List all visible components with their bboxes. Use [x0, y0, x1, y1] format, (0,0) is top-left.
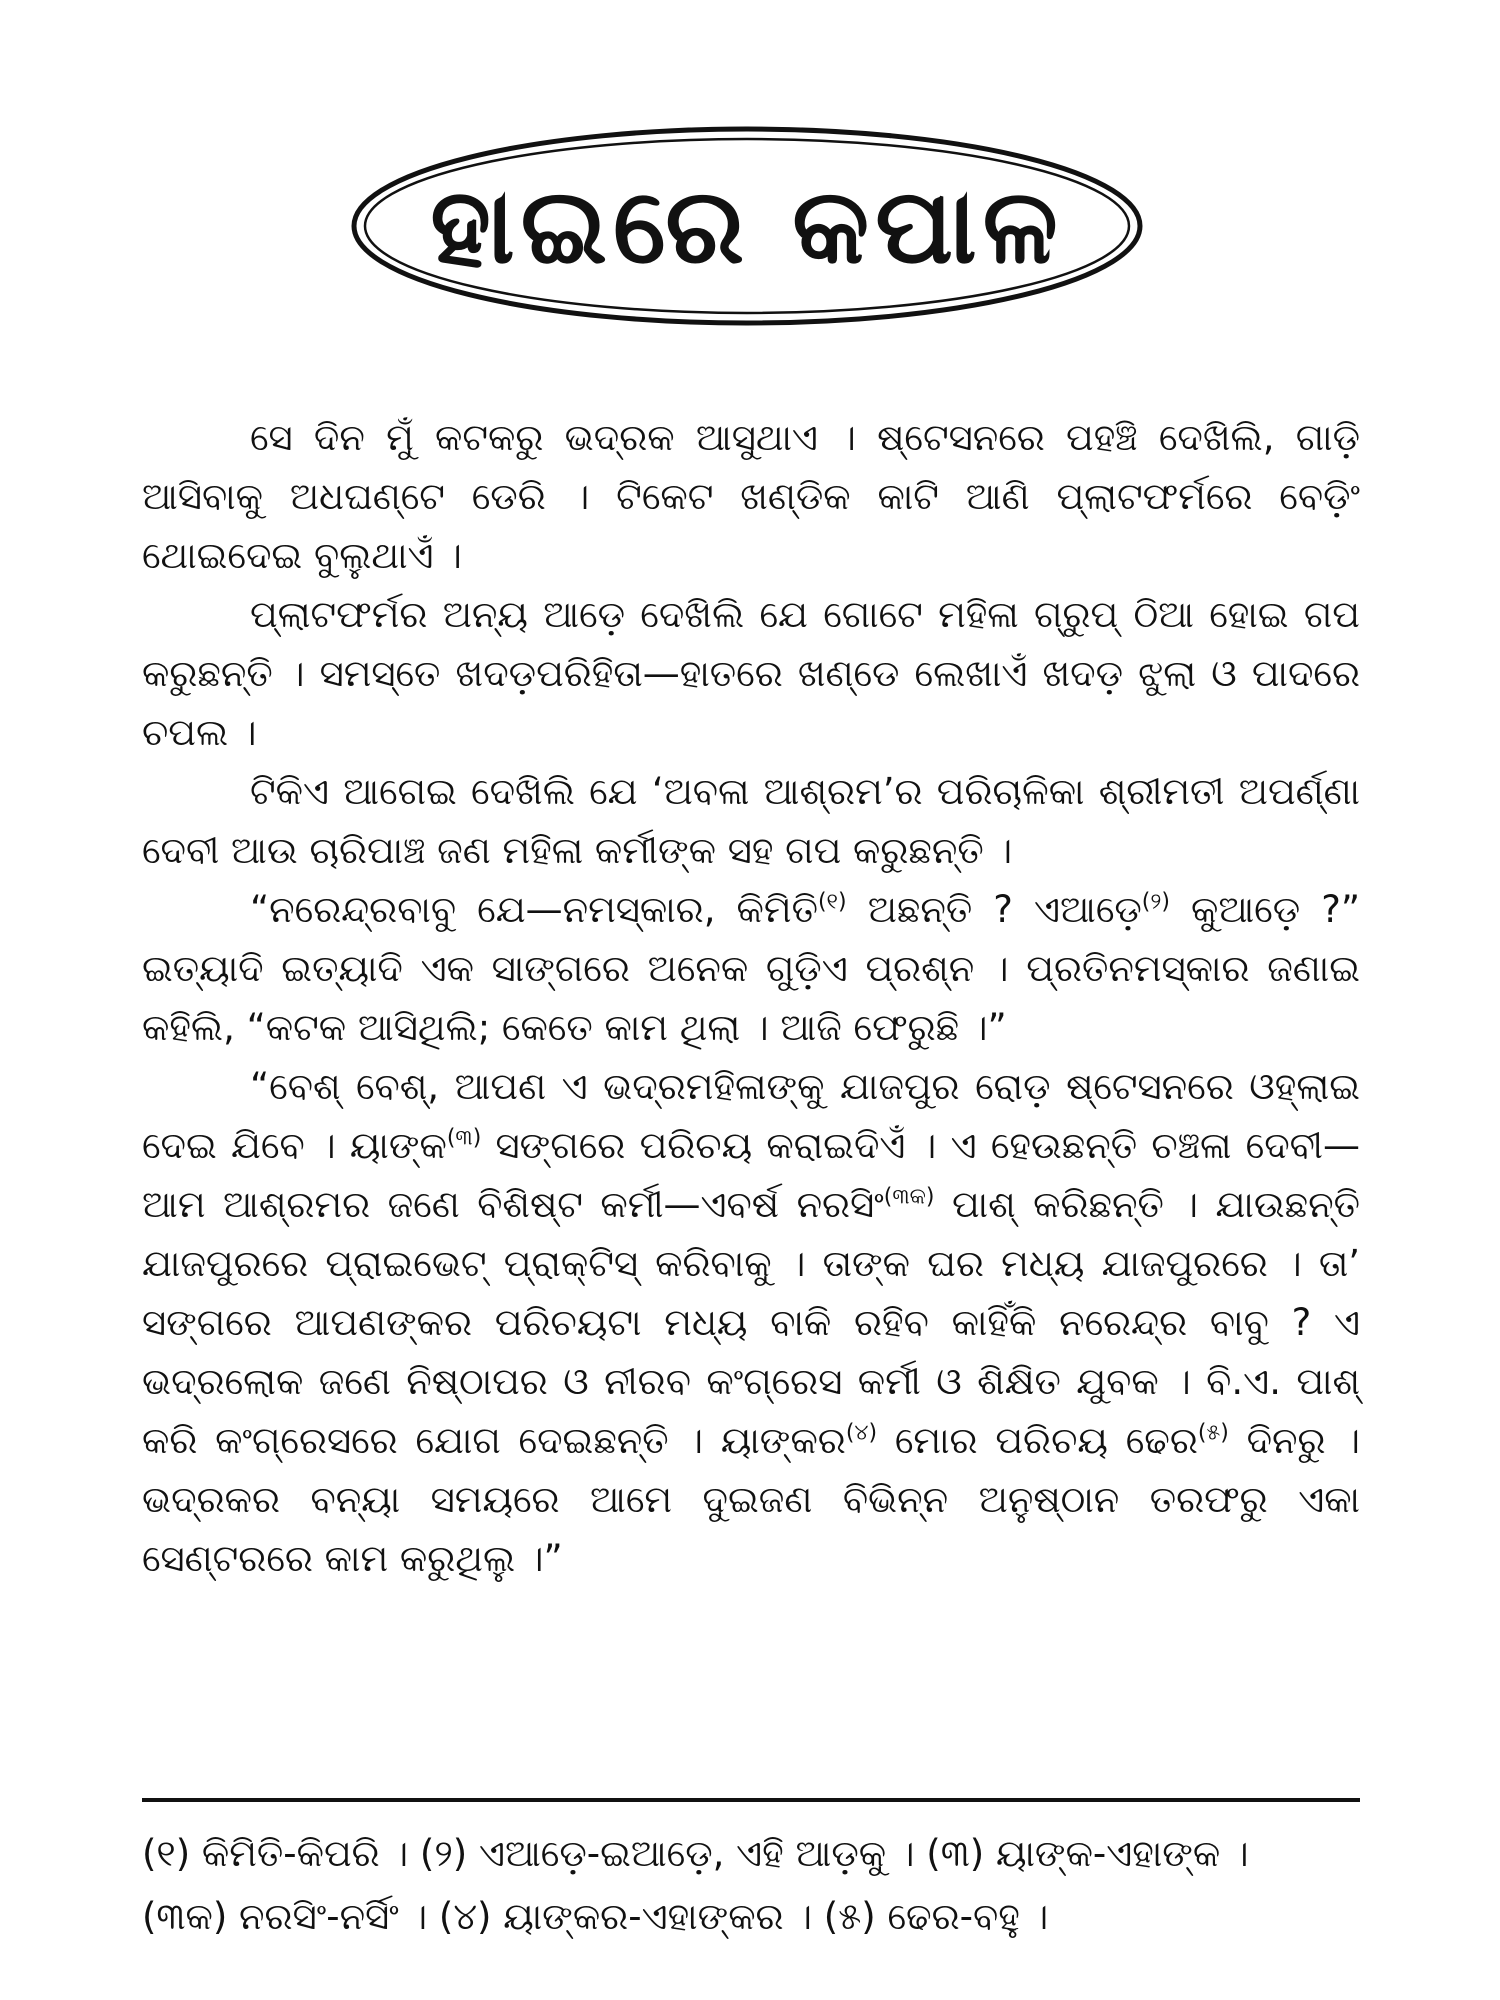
paragraph-5-text-b: ସଙ୍ଗରେ ପରିଚୟ କରାଇଦିଏଁ । ଏ ହେଉଛନ୍ତି ଚଞ୍ଚଳା ଦେବୀ—ଆମ ଆଶ୍ରମର ଜଣେ ବିଶିଷ୍ଟ କର୍ମୀ—ଏବର୍ଷ ନରସିଂ: [142, 1124, 1360, 1226]
page-title: ହାଇରେ କପାଳ: [430, 164, 1064, 287]
paragraph-4-text-c: କୁଆଡ଼େ ?” ଇତ୍ୟାଦି ଇତ୍ୟାଦି ଏକ ସାଙ୍ଗରେ ଅନେକ ଗୁଡ଼ିଏ ପ୍ରଶ୍ନ । ପ୍ରତିନମସ୍କାର ଜଣାଇ କହିଲି, “କଟକ ଆସିଥିଲି; କେତେ କାମ ଥିଲା । ଆଜି ଫେରୁଛି ।”: [142, 888, 1360, 1049]
footnote-mark-5: (୫): [1197, 1420, 1229, 1446]
footnote-mark-4: (୪): [845, 1420, 878, 1446]
footnote-line-1: (୧) କିମିତି-କିପରି । (୨) ଏଆଡ଼େ-ଇଆଡ଼େ, ଏହି ଆଡ଼କୁ । (୩) ୟାଙ୍କ-ଏହାଙ୍କ ।: [142, 1832, 1249, 1875]
footnote-mark-2: (୨): [1141, 889, 1170, 915]
footnotes: [142, 1822, 1360, 1948]
paragraph-4-text-b: ଅଛନ୍ତି ? ଏଆଡ଼େ: [846, 888, 1142, 931]
paragraph-5-text-d: ମୋର ପରିଚୟ ଢେର: [877, 1419, 1198, 1462]
title-banner: [347, 122, 1147, 330]
footnote-mark-1: (୧): [817, 889, 847, 915]
paragraph-4: [142, 880, 1360, 1057]
footnote-mark-3k: (୩କ): [883, 1184, 935, 1210]
footnote-line-2: (୩କ) ନରସିଂ-ନର୍ସିଂ । (୪) ୟାଙ୍କର-ଏହାଙ୍କର । (୫) ଢେର-ବହୁ ।: [142, 1895, 1049, 1938]
story-body: [142, 408, 1360, 1588]
paragraph-5-text-a: “ବେଶ୍ ବେଶ୍, ଆପଣ ଏ ଭଦ୍ରମହିଳାଙ୍କୁ ଯାଜପୁର ରୋଡ଼ ଷ୍ଟେସନରେ ଓହ୍ଲାଇ ଦେଇ ଯିବେ । ୟାଙ୍କ: [142, 1065, 1360, 1167]
paragraph-2: ପ୍ଲାଟଫର୍ମର ଅନ୍ୟ ଆଡ଼େ ଦେଖିଲି ଯେ ଗୋଟେ ମହିଳା ଗ୍ରୁପ୍ ଠିଆ ହୋଇ ଗପ କରୁଛନ୍ତି । ସମସ୍ତେ ଖଦଡ଼ପରିହିତା—ହାତରେ ଖଣ୍ଡେ ଲେଖାଏଁ ଖଦଡ଼ ଝୁଲା ଓ ପାଦରେ ଚପଲ ।: [142, 593, 1360, 754]
footnote-divider: [142, 1798, 1360, 1802]
paragraph-5-text-e: ଦିନରୁ । ଭଦ୍ରକର ବନ୍ୟା ସମୟରେ ଆମେ ଦୁଇଜଣ ବିଭିନ୍ନ ଅନୁଷ୍ଠାନ ତରଫରୁ ଏକା ସେଣ୍ଟରରେ କାମ କରୁଥିଲୁ ।”: [142, 1419, 1360, 1580]
paragraph-1: ସେ ଦିନ ମୁଁ କଟକରୁ ଭଦ୍ରକ ଆସୁଥାଏ । ଷ୍ଟେସନରେ ପହଞ୍ଚି ଦେଖିଲି, ଗାଡ଼ି ଆସିବାକୁ ଅଧଘଣ୍ଟେ ଡେରି । ଟିକେଟ ଖଣ୍ଡିକ କାଟି ଆଣି ପ୍ଲାଟଫର୍ମରେ ବେଡ଼ିଂ ଥୋଇଦେଇ ବୁଲୁଥାଏଁ ।: [142, 416, 1360, 577]
footnote-mark-3: (୩): [446, 1125, 482, 1151]
paragraph-4-text-a: “ନରେନ୍ଦ୍ରବାବୁ ଯେ—ନମସ୍କାର, କିମିତି: [250, 888, 818, 931]
paragraph-3: ଟିକିଏ ଆଗେଇ ଦେଖିଲି ଯେ ‘ଅବଳା ଆଶ୍ରମ’ର ପରିଚାଳିକା ଶ୍ରୀମତୀ ଅପର୍ଣ୍ଣା ଦେବୀ ଆଉ ଚାରିପାଞ୍ଚ ଜଣ ମହିଳା କର୍ମୀଙ୍କ ସହ ଗପ କରୁଛନ୍ତି ।: [142, 770, 1360, 872]
paragraph-5-text-c: ପାଶ୍ କରିଛନ୍ତି । ଯାଉଛନ୍ତି ଯାଜପୁରରେ ପ୍ରାଇଭେଟ୍ ପ୍ରାକ୍‌ଟିସ୍ କରିବାକୁ । ତାଙ୍କ ଘର ମଧ୍ୟ ଯାଜପୁରରେ । ତା’ ସଙ୍ଗରେ ଆପଣଙ୍କର ପରିଚୟଟା ମଧ୍ୟ ବାକି ରହିବ କାହିଁକି ନରେନ୍ଦ୍ର ବାବୁ ? ଏ ଭଦ୍ରଲୋକ ଜଣେ ନିଷ୍ଠାପର ଓ ନୀରବ କଂଗ୍ରେସ କର୍ମୀ ଓ ଶିକ୍ଷିତ ଯୁବକ । ବି.ଏ. ପାଶ୍ କରି କଂଗ୍ରେସରେ ଯୋଗ ଦେଇଛନ୍ତି । ୟାଙ୍କର: [142, 1183, 1360, 1462]
paragraph-5: [142, 1057, 1360, 1588]
